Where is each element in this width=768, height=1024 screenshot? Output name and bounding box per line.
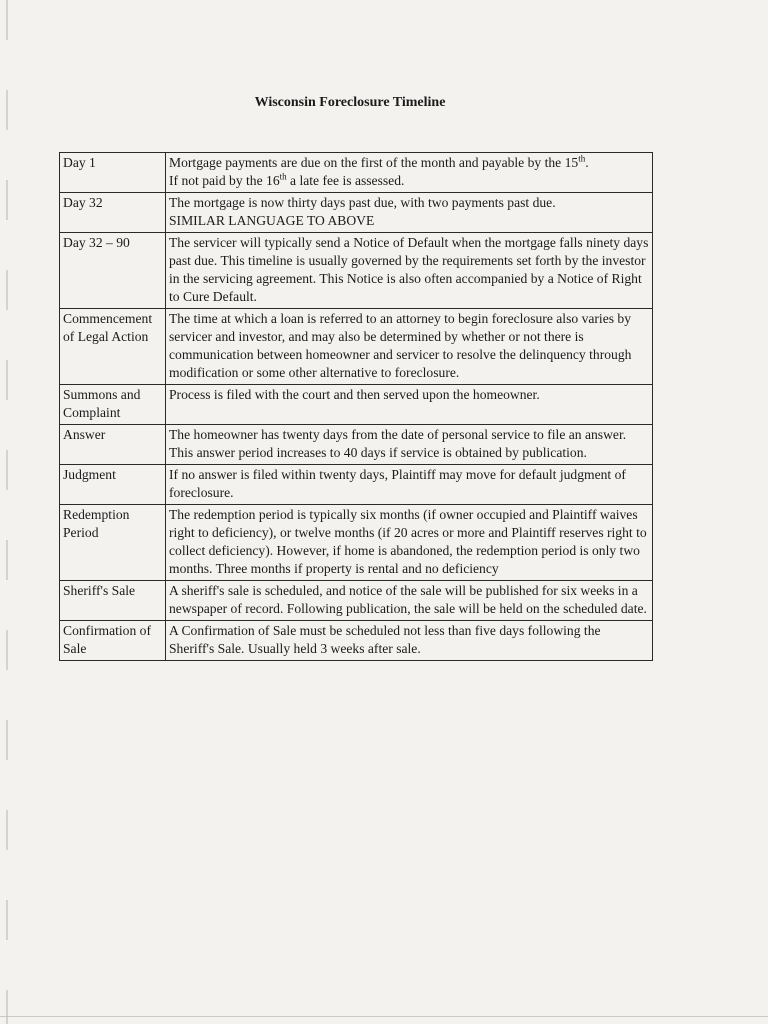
superscript-text: th — [578, 153, 586, 164]
timeline-stage: Answer — [60, 425, 166, 465]
scan-edge-artifact — [6, 0, 8, 1024]
timeline-stage: Day 1 — [60, 153, 166, 193]
timeline-stage: Commencement of Legal Action — [60, 309, 166, 385]
timeline-row — [60, 153, 653, 193]
description-text: . — [585, 155, 589, 170]
superscript-text: th — [279, 171, 287, 182]
timeline-row — [60, 193, 653, 233]
description-text: If no answer is filed within twenty days, Plaintiff may move for default judgment of foreclosure. — [169, 467, 626, 500]
description-text: A sheriff's sale is scheduled, and notice of the sale will be published for six weeks in a newspaper of record. Following publication, the sale will be held on the scheduled date. — [169, 583, 647, 616]
timeline-description — [166, 385, 653, 425]
timeline-description — [166, 505, 653, 581]
timeline-description — [166, 425, 653, 465]
description-line — [169, 386, 649, 404]
description-line — [169, 466, 649, 502]
timeline-table — [59, 152, 653, 661]
timeline-description — [166, 621, 653, 661]
description-line — [169, 172, 649, 190]
description-text: Process is filed with the court and then served upon the homeowner. — [169, 387, 540, 402]
description-line — [169, 622, 649, 658]
description-line — [169, 194, 649, 212]
description-text: The mortgage is now thirty days past due, with two payments past due. — [169, 195, 556, 210]
timeline-stage: Sheriff's Sale — [60, 581, 166, 621]
description-text: The homeowner has twenty days from the date of personal service to file an answer. This answer period increases to 40 days if service is obtained by publication. — [169, 427, 627, 460]
timeline-row — [60, 425, 653, 465]
description-line — [169, 506, 649, 578]
timeline-stage: Day 32 — [60, 193, 166, 233]
timeline-description — [166, 309, 653, 385]
timeline-stage: Day 32 – 90 — [60, 233, 166, 309]
timeline-stage: Redemption Period — [60, 505, 166, 581]
timeline-description — [166, 465, 653, 505]
document-title: Wisconsin Foreclosure Timeline — [254, 95, 446, 110]
timeline-description — [166, 233, 653, 309]
description-line — [169, 154, 649, 172]
timeline-row — [60, 505, 653, 581]
description-text: If not paid by the 16 — [169, 173, 280, 188]
description-text: SIMILAR LANGUAGE TO ABOVE — [169, 213, 375, 228]
description-text: Mortgage payments are due on the first of the month and payable by the 15 — [169, 155, 579, 170]
timeline-stage: Confirmation of Sale — [60, 621, 166, 661]
description-text: The redemption period is typically six months (if owner occupied and Plaintiff waives right to deficiency), or twelve months (if 20 acres or more and Plaintiff reserves right to collect deficiency). However, if home is abandoned, the redemption period is only two months. Three months if property is rental and no deficiency — [169, 507, 647, 576]
description-text: a late fee is assessed. — [286, 173, 405, 188]
timeline-table-body — [60, 153, 653, 661]
description-line — [169, 582, 649, 618]
description-text: The time at which a loan is referred to an attorney to begin foreclosure also varies by servicer and investor, and may also be determined by whether or not there is communication between homeowner and servicer to resolve the delinquency through modification or some other alternative to foreclosure. — [169, 311, 632, 380]
timeline-row — [60, 385, 653, 425]
timeline-description — [166, 581, 653, 621]
timeline-row — [60, 581, 653, 621]
timeline-row — [60, 233, 653, 309]
timeline-stage: Summons and Complaint — [60, 385, 166, 425]
timeline-description — [166, 153, 653, 193]
scan-bottom-rule — [0, 1016, 768, 1017]
timeline-row — [60, 465, 653, 505]
timeline-stage: Judgment — [60, 465, 166, 505]
description-text: A Confirmation of Sale must be scheduled not less than five days following the Sheriff's Sale. Usually held 3 weeks after sale. — [169, 623, 601, 656]
description-line — [169, 426, 649, 462]
description-line — [169, 310, 649, 382]
timeline-row — [60, 309, 653, 385]
timeline-description — [166, 193, 653, 233]
description-line — [169, 234, 649, 306]
timeline-row — [60, 621, 653, 661]
description-line — [169, 212, 649, 230]
description-text: The servicer will typically send a Notice of Default when the mortgage falls ninety days past due. This timeline is usually governed by the requirements set forth by the investor in the servicing agreement. This Notice is also often accompanied by a Notice of Right to Cure Default. — [169, 235, 649, 304]
